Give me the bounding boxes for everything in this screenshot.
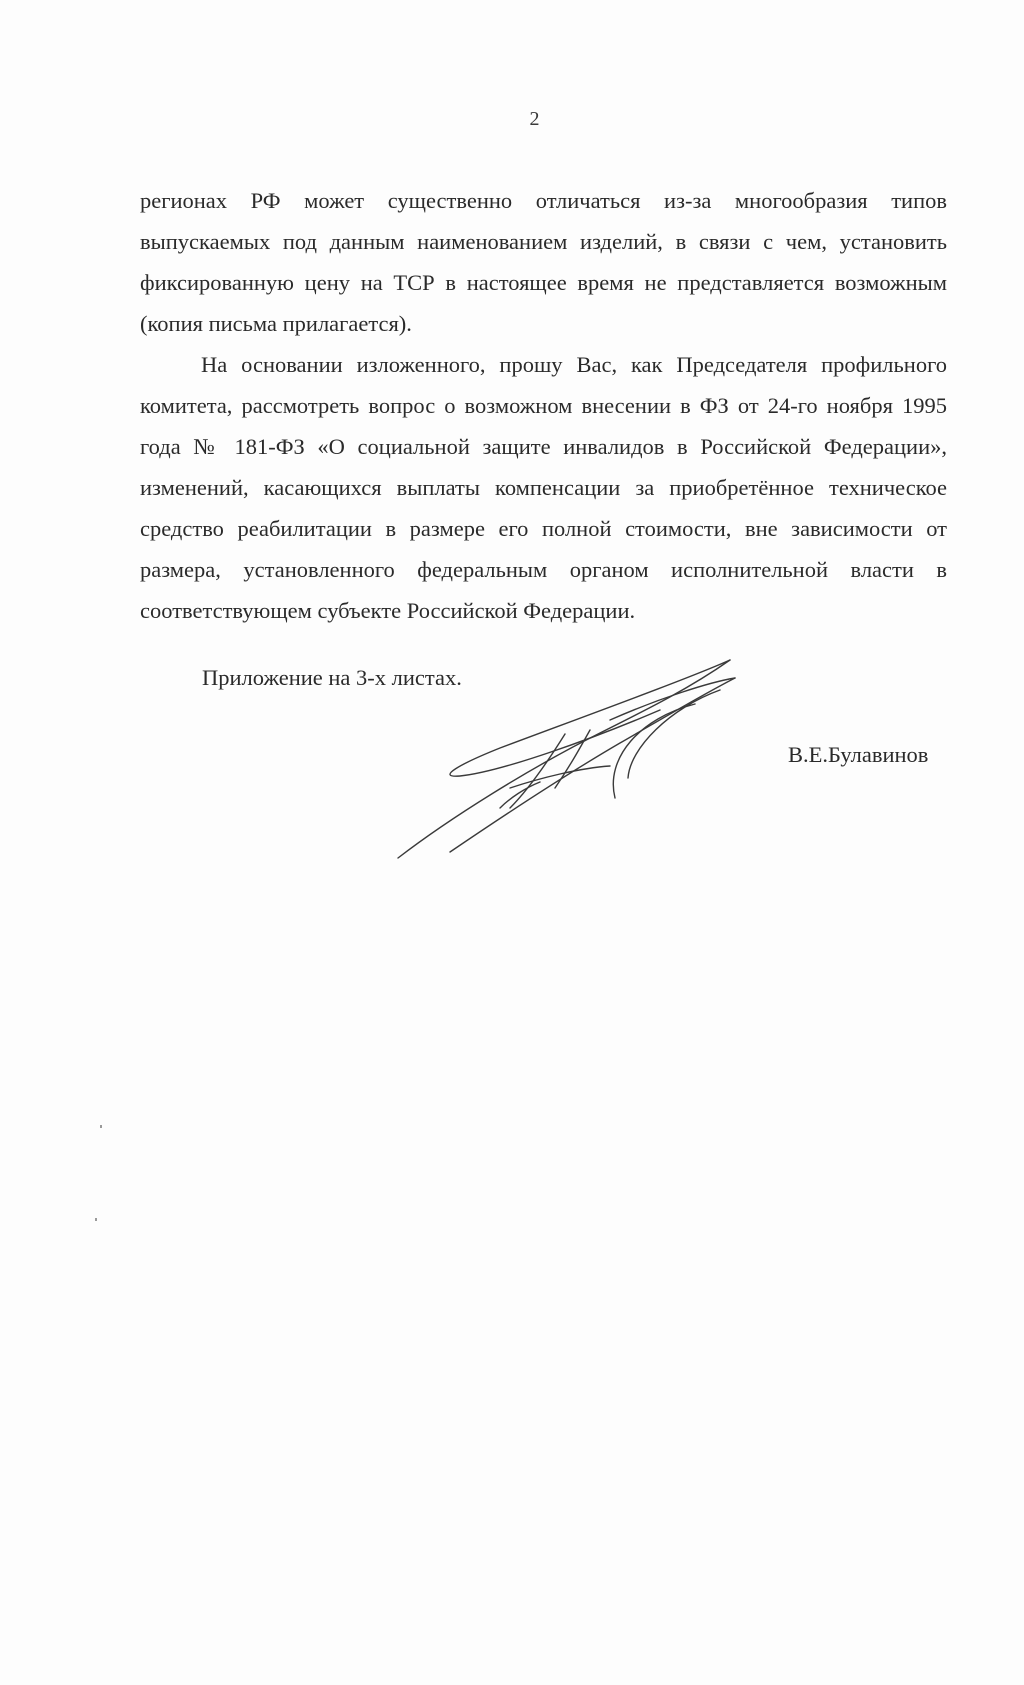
handwritten-signature (390, 648, 780, 874)
scan-speck (95, 1218, 97, 1221)
scan-speck (100, 1125, 102, 1128)
signer-name: В.Е.Булавинов (788, 742, 929, 767)
paragraph-1: регионах РФ может существенно отличаться из-за многообразия типов выпускаемых под данным наименованием изделий, в связи с чем, установить фиксированную цену на ТСР в настоящее время не представляется возможным (копия письма прилагается). (140, 188, 947, 336)
letter-body (140, 180, 947, 631)
attachment-note: Приложение на 3-х листах. (202, 665, 462, 690)
page-number: 2 (529, 108, 540, 130)
paragraph-2: На основании изложенного, прошу Вас, как Председателя профильного комитета, рассмотреть вопрос о возможном внесении в ФЗ от 24-го ноября 1995 года № 181-ФЗ «О социальной защите инвалидов в Российской Федерации», изменений, касающихся выплаты компенсации за приобретённое техническое средство реабилитации в размере его полной стоимости, вне зависимости от размера, установленного федеральным органом исполнительной власти в соответствующем субъекте Российской Федерации. (140, 352, 947, 623)
